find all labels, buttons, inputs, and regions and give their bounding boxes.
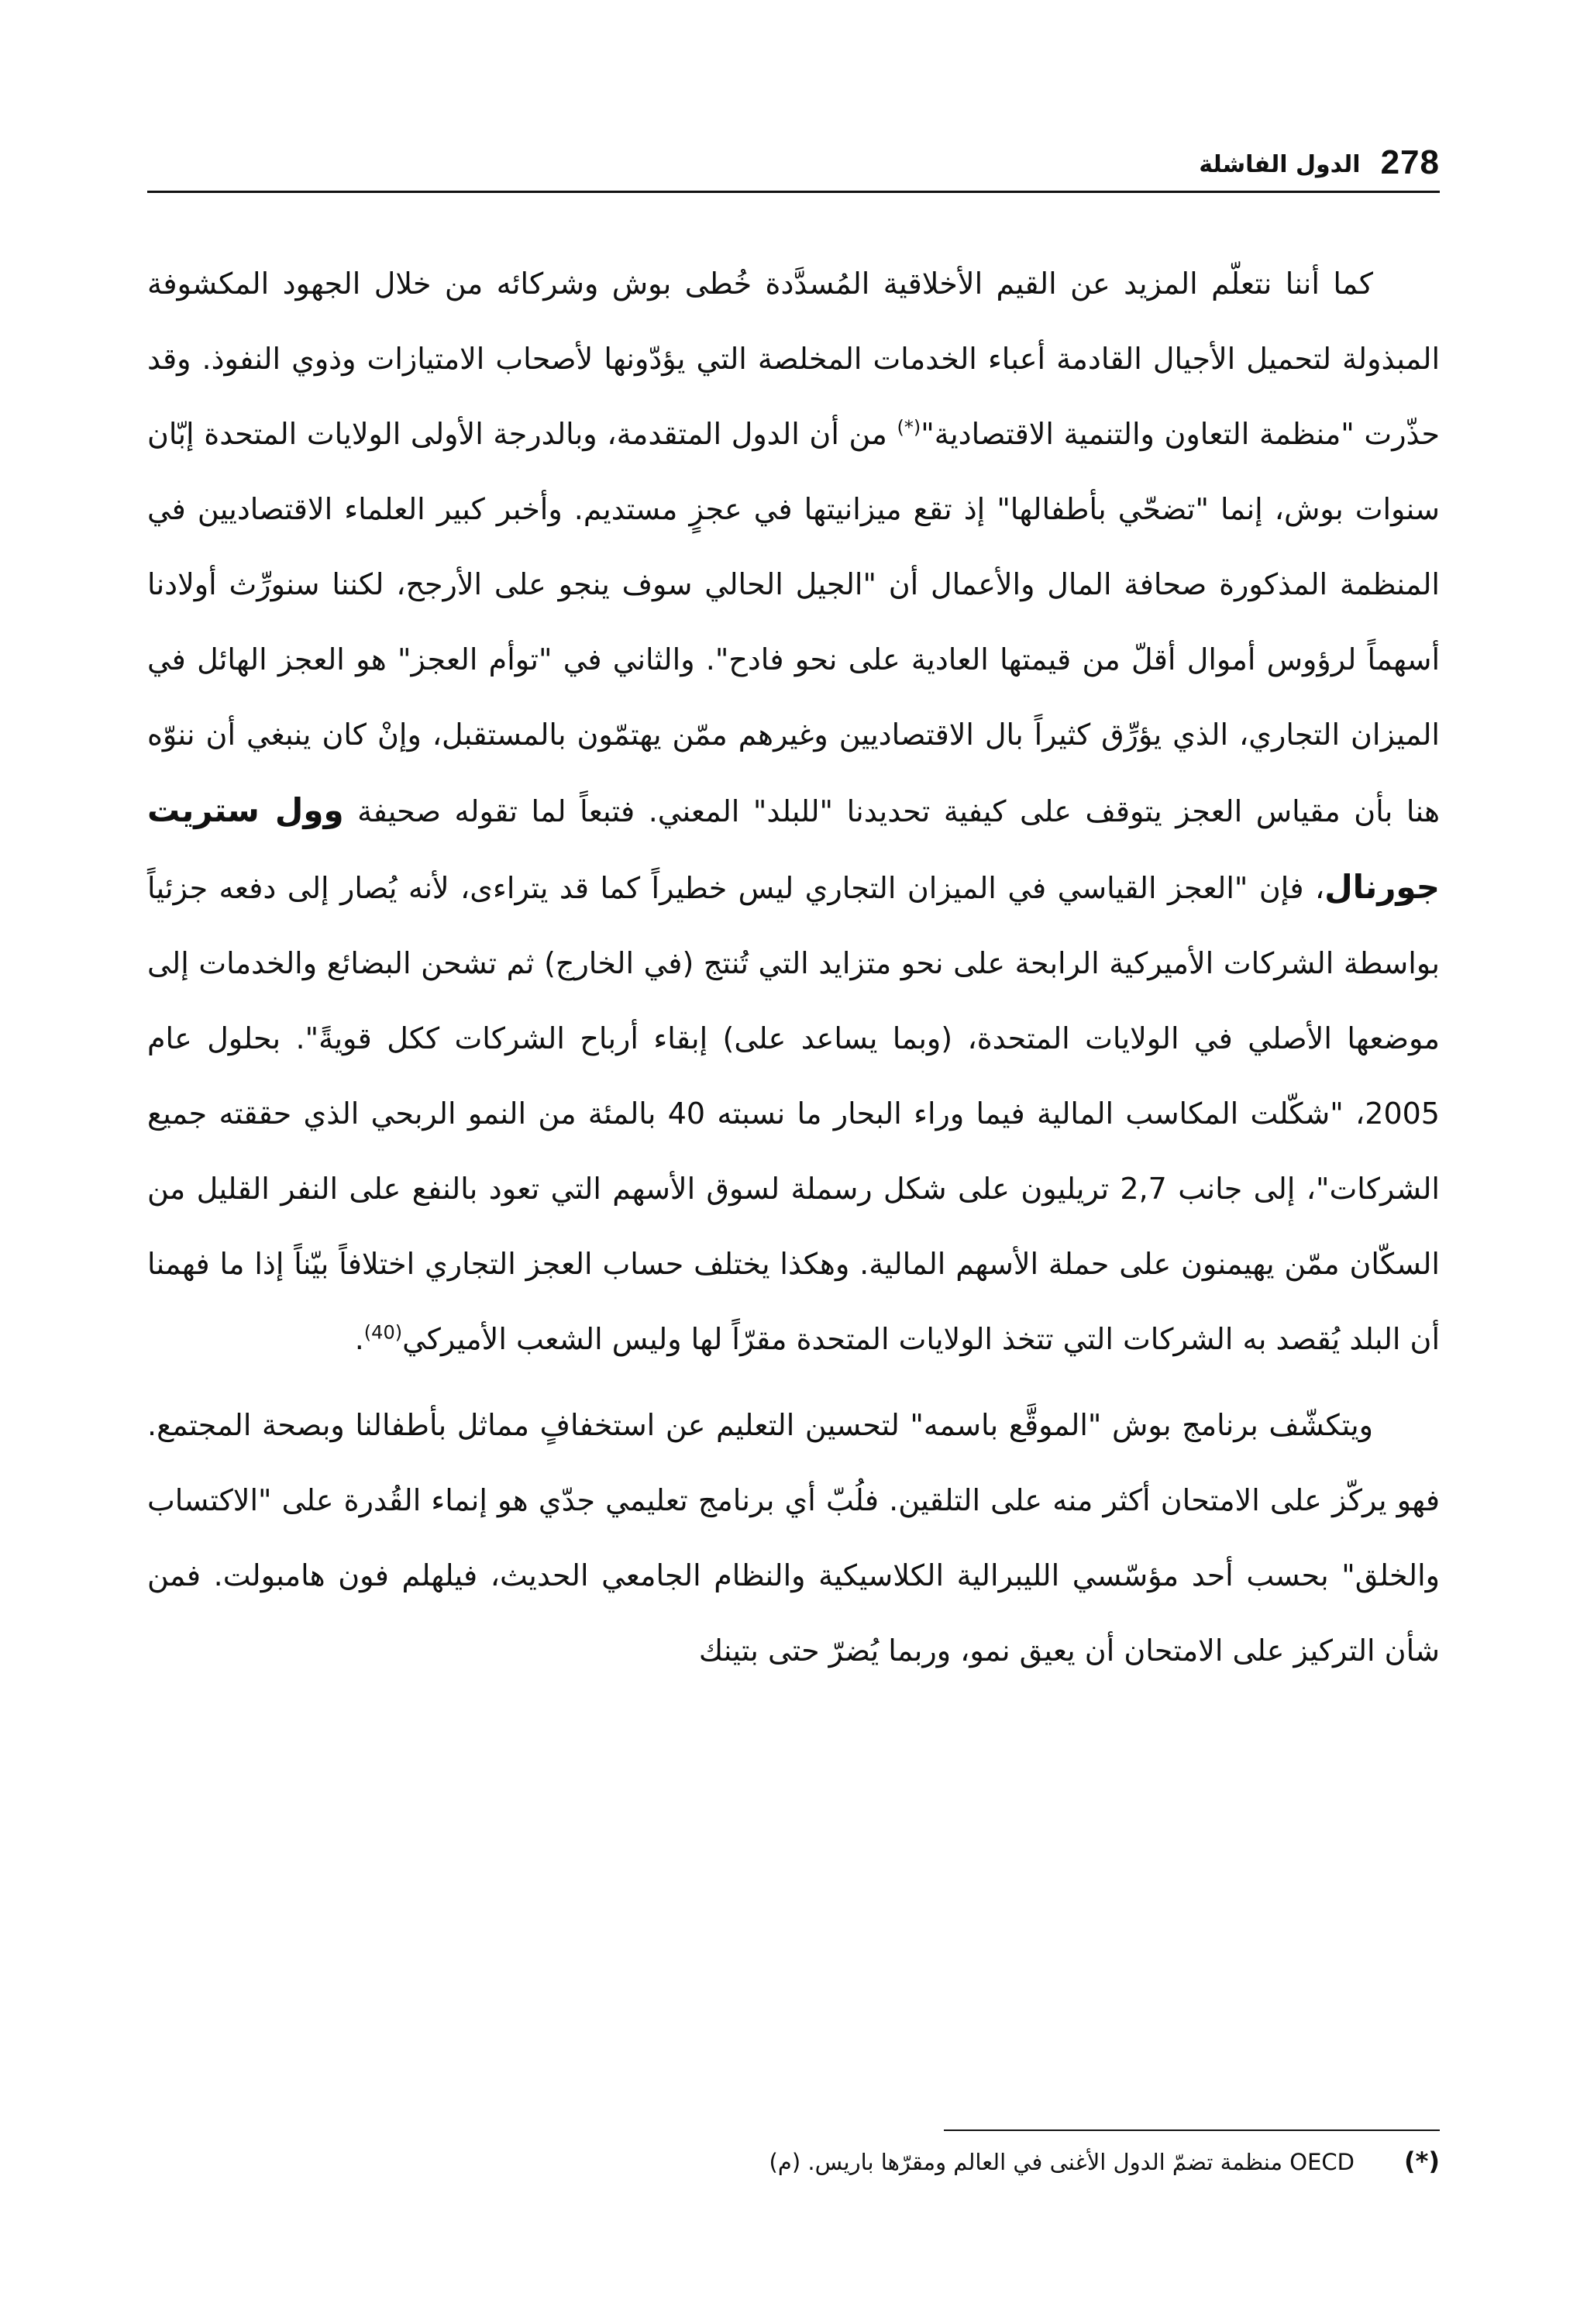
endnote-reference: (40) (363, 1321, 403, 1344)
paragraph-2 (147, 1388, 1440, 1689)
footnote (147, 2147, 1440, 2176)
running-title: الدول الفاشلة (1199, 151, 1361, 178)
text-run: كما أننا نتعلّم المزيد عن القيم الأخلاقية المُسدَّدة خُطى بوش وشركائه من خلال الجهود المكشوفة المبذولة لتحميل الأجيال القادمة أعباء الخدمات المخلصة التي يؤدّونها لأصحاب الامتيازات وذوي النفوذ. وقد حذّرت "منظمة التعاون والتنمية الاقتصادية" (147, 267, 1440, 451)
footnote-reference: (*) (897, 416, 921, 439)
body-text (147, 246, 1440, 1689)
page-number: 278 (1380, 143, 1440, 181)
header-divider (147, 191, 1440, 193)
text-run: من أن الدول المتقدمة، وبالدرجة الأولى الولايات المتحدة إبّان سنوات بوش، إنما "تضحّي بأطفالها" إذ تقع ميزانيتها في عجزٍ مستديم. وأخبر كبير العلماء الاقتصاديين في المنظمة المذكورة صحافة المال والأعمال أن "الجيل الحالي سوف ينجو على الأرجح، لكننا سنورِّث أولادنا أسهماً لرؤوس أموال أقلّ من قيمتها العادية على نحو فادح". والثاني في "توأم العجز" هو العجز الهائل في الميزان التجاري، الذي يؤرِّق كثيراً بال الاقتصاديين وغيرهم ممّن يهتمّون بالمستقبل، وإنْ كان ينبغي أن ننوّه هنا بأن مقياس العجز يتوقف على كيفية تحديدنا "للبلد" المعني. فتبعاً لما تقوله صحيفة (147, 417, 1440, 828)
footnote-text: OECD منظمة تضمّ الدول الأغنى في العالم ومقرّها باريس. (م) (769, 2149, 1355, 2175)
footnote-divider (944, 2129, 1440, 2131)
paragraph-1 (147, 246, 1440, 1377)
text-run: . (354, 1322, 364, 1356)
running-head (147, 124, 1440, 180)
footnote-marker: (*) (1404, 2147, 1440, 2176)
text-run: ويتكشّف برنامج بوش "الموقَّع باسمه" لتحسين التعليم عن استخفافٍ مماثل بأطفالنا وبصحة المجتمع. فهو يركّز على الامتحان أكثر منه على التلقين. فلُبّ أي برنامج تعليمي جدّي هو إنماء القُدرة على "الاكتساب والخلق" بحسب أحد مؤسّسي الليبرالية الكلاسيكية والنظام الجامعي الحديث، فيلهلم فون هامبولت. فمن شأن التركيز على الامتحان أن يعيق نمو، وربما يُضرّ حتى بتينك (147, 1408, 1440, 1668)
newspaper-name: وول ستريت جورنال (147, 791, 1440, 906)
text-run: ، فإن "العجز القياسي في الميزان التجاري ليس خطيراً كما قد يتراءى، لأنه يُصار إلى دفعه جزئياً بواسطة الشركات الأميركية الرابحة على نحو متزايد التي تُنتج (في الخارج) ثم تشحن البضائع والخدمات إلى موضعها الأصلي في الولايات المتحدة، (وبما يساعد على) إبقاء أرباح الشركات ككل قويةً". بحلول عام 2005، "شكّلت المكاسب المالية فيما وراء البحار ما نسبته 40 بالمئة من النمو الربحي الذي حققته جميع الشركات"، إلى جانب 2,7 تريليون على شكل رسملة لسوق الأسهم التي تعود بالنفع على النفر القليل من السكّان ممّن يهيمنون على حملة الأسهم المالية. وهكذا يختلف حساب العجز التجاري اختلافاً بيّناً إذا ما فهمنا أن البلد يُقصد به الشركات التي تتخذ الولايات المتحدة مقرّاً لها وليس الشعب الأميركي (147, 871, 1440, 1356)
